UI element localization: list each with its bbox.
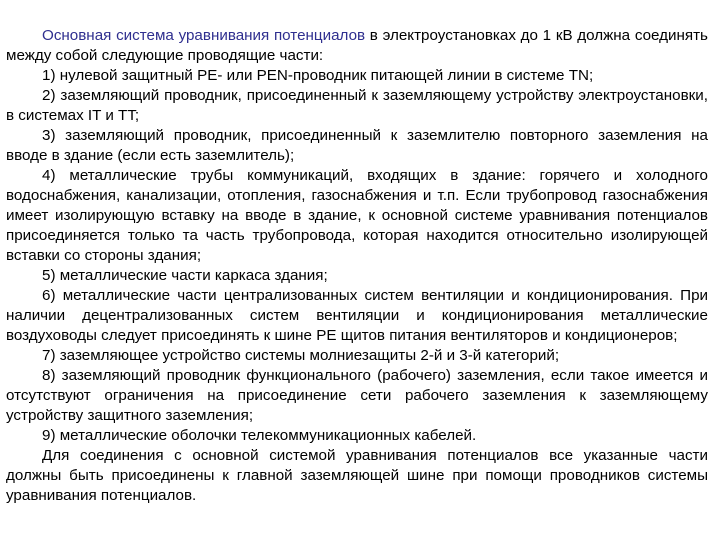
list-item: 8) заземляющий проводник функционального (рабочего) заземления, если такое имеется и отсутствуют ограничения на присоединение сети рабочего заземления к заземляющему устройству защитного заземления; (6, 367, 708, 424)
list-item: 5) металлические части каркаса здания; (42, 267, 328, 284)
list-item: 2) заземляющий проводник, присоединенный к заземляющему устройству электроустановки, в системах IT и TT; (6, 87, 708, 124)
intro-paragraph (6, 26, 708, 66)
list-item: 3) заземляющий проводник, присоединенный к заземлителю повторного заземления на вводе в здание (если есть заземлитель); (6, 127, 708, 164)
list-item: 4) металлические трубы коммуникаций, входящих в здание: горячего и холодного водоснабжения, канализации, отопления, газоснабжения и т.п. Если трубопровод газоснабжения имеет изолирующую вставку на вводе в здание, к основной системе уравнивания потенциалов присоединяется только та часть трубопровода, которая находится относительно изолирующей вставки со стороны здания; (6, 167, 708, 264)
list-item: 6) металлические части централизованных систем вентиляции и кондиционирования. При наличии децентрализованных систем вентиляции и кондиционирования металлические воздуховоды следует присоединять к шине PE щитов питания вентиляторов и кондиционеров; (6, 287, 708, 344)
list-item: 9) металлические оболочки телекоммуникационных кабелей. (42, 427, 477, 444)
highlighted-term: Основная система уравнивания потенциалов (42, 27, 366, 44)
intro-text: в электроустановках до 1 кВ должна соединять между собой следующие проводящие части: (6, 27, 708, 64)
closing-paragraph: Для соединения с основной системой уравнивания потенциалов все указанные части должны быть присоединены к главной заземляющей шине при помощи проводников системы уравнивания потенциалов. (6, 447, 708, 504)
document-body (6, 26, 708, 506)
list-item: 7) заземляющее устройство системы молниезащиты 2-й и 3-й категорий; (42, 347, 560, 364)
list-item: 1) нулевой защитный PE- или PEN-проводник питающей линии в системе TN; (42, 67, 594, 84)
